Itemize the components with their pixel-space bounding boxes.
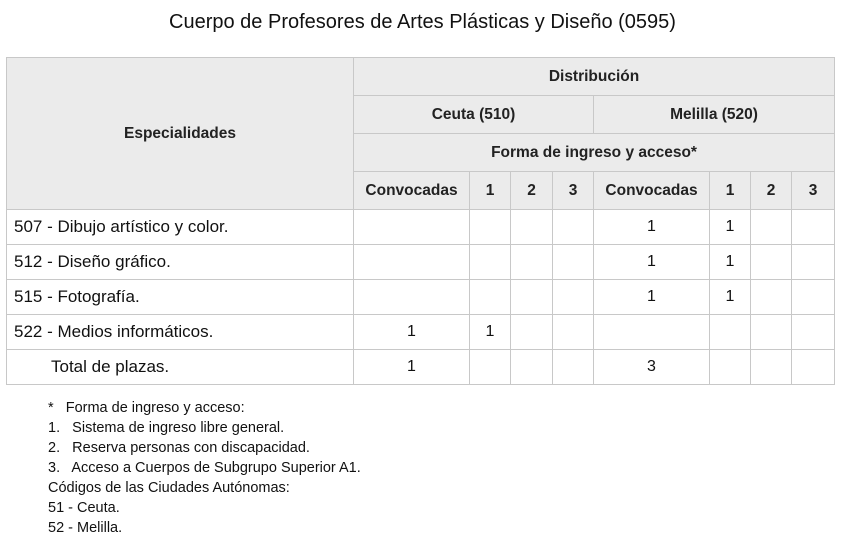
table-row: [7, 280, 835, 315]
subheader-ceuta-convocadas: Convocadas: [354, 172, 470, 210]
total-cell: 1: [354, 350, 470, 385]
table-cell: 1: [354, 315, 470, 350]
table-cell: [511, 315, 553, 350]
subheader-ceuta-1: 1: [470, 172, 511, 210]
table-cell: [553, 280, 594, 315]
table-cell: [470, 245, 511, 280]
footnote-line: 51 - Ceuta.: [48, 500, 120, 516]
plazas-table: [6, 57, 835, 385]
footnotes: [48, 398, 361, 538]
table-row: [7, 245, 835, 280]
row-especialidad: 515 - Fotografía.: [7, 280, 354, 315]
table-cell: [710, 315, 751, 350]
table-cell: [511, 280, 553, 315]
total-label: Total de plazas.: [7, 350, 354, 385]
footnote-line: * Forma de ingreso y acceso:: [48, 400, 245, 416]
table-cell: [553, 315, 594, 350]
header-especialidades: Especialidades: [7, 58, 354, 210]
table-cell: 1: [710, 210, 751, 245]
total-row: [7, 350, 835, 385]
footnote-line: 52 - Melilla.: [48, 520, 123, 536]
row-especialidad: 512 - Diseño gráfico.: [7, 245, 354, 280]
total-cell: [470, 350, 511, 385]
table-row: [7, 210, 835, 245]
subheader-ceuta-3: 3: [553, 172, 594, 210]
subheader-melilla-1: 1: [710, 172, 751, 210]
table-cell: 1: [710, 245, 751, 280]
footnote-line: 3. Acceso a Cuerpos de Subgrupo Superior A1.: [48, 460, 361, 476]
table-cell: [511, 210, 553, 245]
total-cell: 3: [594, 350, 710, 385]
subheader-melilla-convocadas: Convocadas: [594, 172, 710, 210]
total-cell: [511, 350, 553, 385]
total-cell: [710, 350, 751, 385]
row-especialidad: 522 - Medios informáticos.: [7, 315, 354, 350]
subheader-melilla-2: 2: [751, 172, 792, 210]
table-cell: [511, 245, 553, 280]
subheader-ceuta-2: 2: [511, 172, 553, 210]
table-cell: 1: [594, 245, 710, 280]
table-cell: 1: [594, 280, 710, 315]
header-city-ceuta: Ceuta (510): [354, 96, 594, 134]
table-cell: [792, 315, 835, 350]
total-cell: [553, 350, 594, 385]
table-cell: [470, 280, 511, 315]
table-cell: [354, 245, 470, 280]
table-cell: [792, 210, 835, 245]
table-cell: [553, 245, 594, 280]
table-cell: [594, 315, 710, 350]
table-cell: [751, 280, 792, 315]
header-forma-ingreso: Forma de ingreso y acceso*: [354, 134, 835, 172]
table-cell: [553, 210, 594, 245]
footnote-line: 1. Sistema de ingreso libre general.: [48, 420, 285, 436]
header-city-melilla: Melilla (520): [594, 96, 835, 134]
table-row: [7, 315, 835, 350]
table-cell: [792, 280, 835, 315]
page-title: Cuerpo de Profesores de Artes Plásticas y Diseño (0595): [169, 11, 676, 33]
table-cell: [751, 245, 792, 280]
table-cell: [354, 280, 470, 315]
total-cell: [792, 350, 835, 385]
row-especialidad: 507 - Dibujo artístico y color.: [7, 210, 354, 245]
table-cell: 1: [594, 210, 710, 245]
table-cell: [751, 315, 792, 350]
table-cell: [751, 210, 792, 245]
header-distribucion: Distribución: [354, 58, 835, 96]
subheader-melilla-3: 3: [792, 172, 835, 210]
footnote-line: 2. Reserva personas con discapacidad.: [48, 440, 310, 456]
table-cell: 1: [710, 280, 751, 315]
table-cell: 1: [470, 315, 511, 350]
footnote-line: Códigos de las Ciudades Autónomas:: [48, 480, 290, 496]
table-cell: [354, 210, 470, 245]
table-cell: [470, 210, 511, 245]
total-cell: [751, 350, 792, 385]
table-cell: [792, 245, 835, 280]
